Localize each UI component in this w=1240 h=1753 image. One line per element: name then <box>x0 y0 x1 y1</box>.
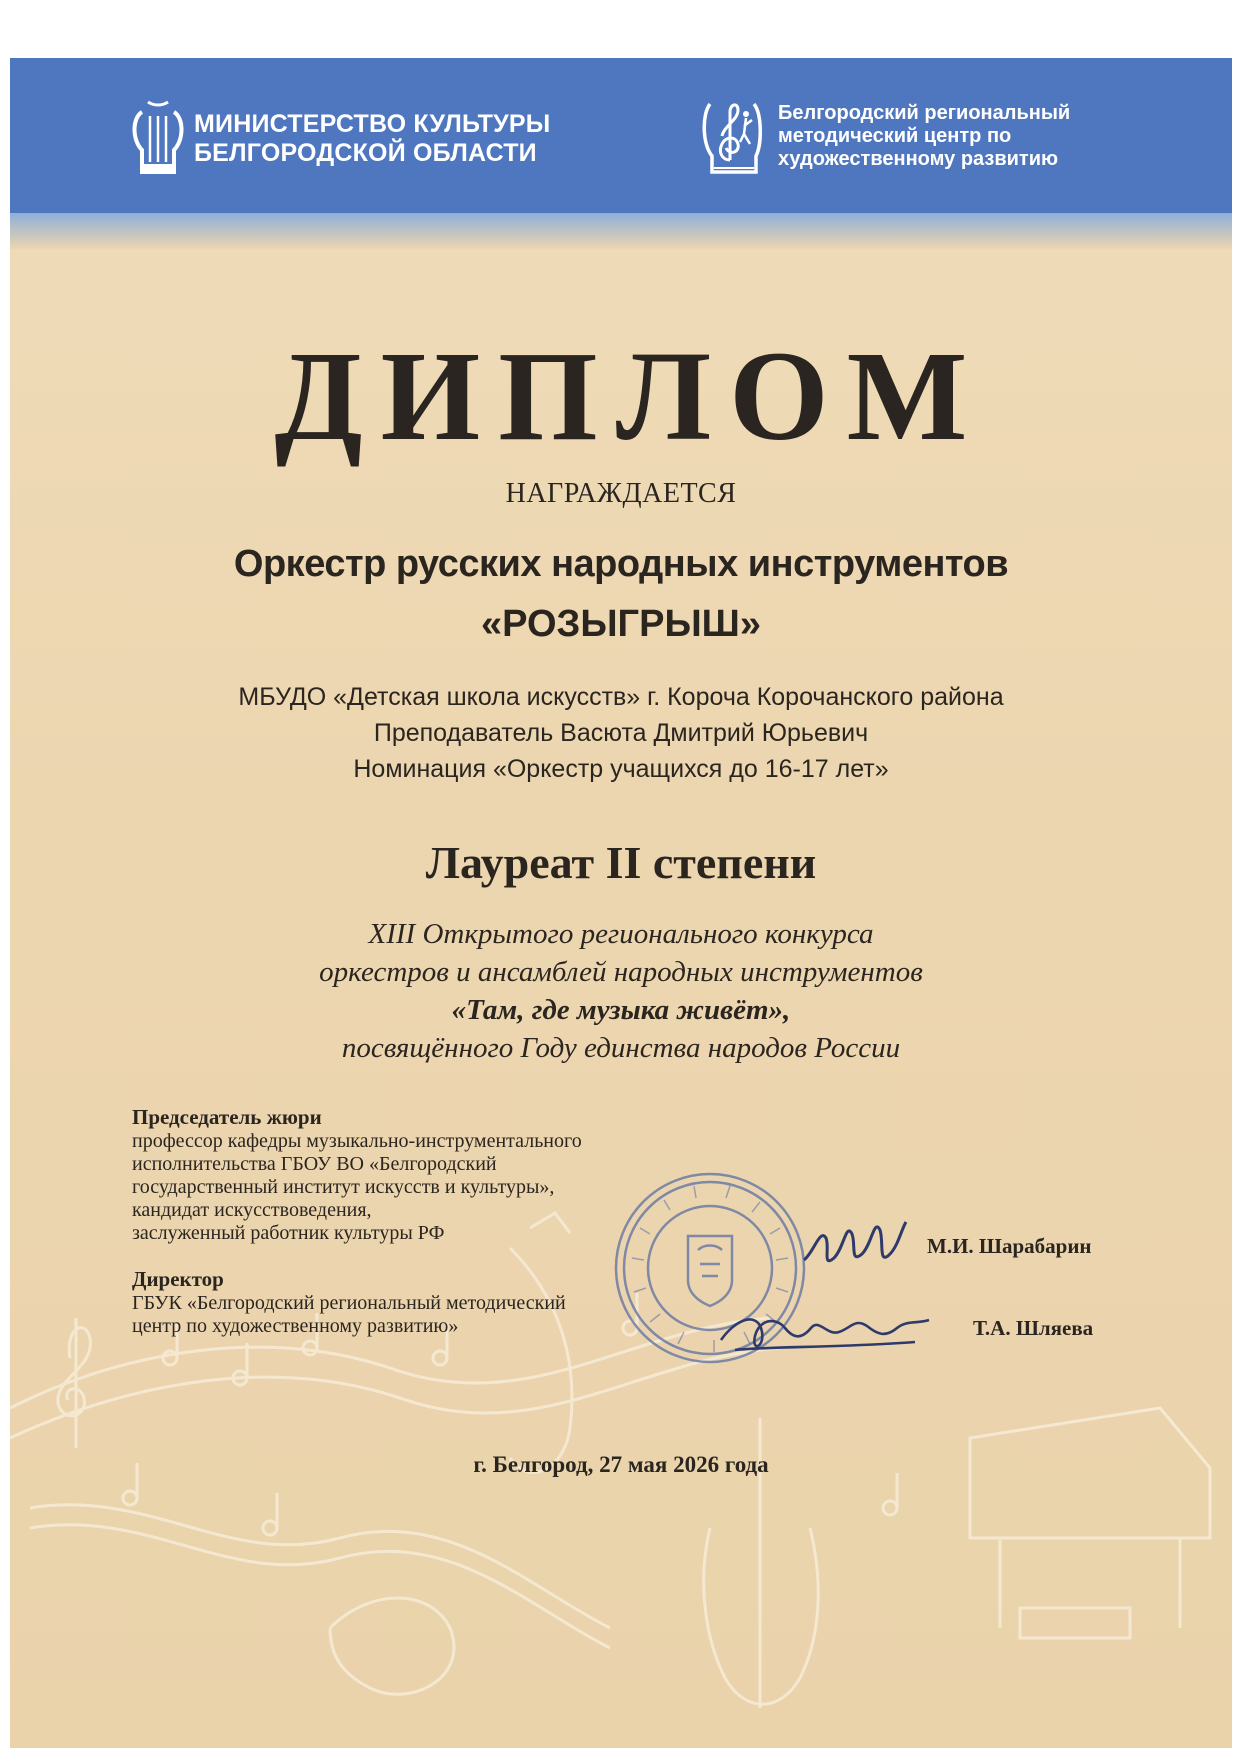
jury-chair-line5: заслуженный работник культуры РФ <box>132 1222 445 1244</box>
lyre-emblem-icon <box>128 96 188 182</box>
jury-chair-name: М.И. Шарабарин <box>927 1234 1092 1258</box>
place-and-date: г. Белгород, 27 мая 2026 года <box>473 1452 769 1477</box>
competition-line-2: оркестров и ансамблей народных инструментов <box>319 956 923 988</box>
center-name-line2: методический центр по <box>778 124 1012 147</box>
director-line1: ГБУК «Белгородский региональный методический <box>132 1292 566 1314</box>
ministry-logo <box>128 96 550 182</box>
jury-chair-signature <box>800 1208 910 1288</box>
recipient-name: Оркестр русских народных инструментов <box>233 543 1009 585</box>
competition-line-4: посвящённого Году единства народов России <box>341 1032 901 1064</box>
diploma-sheet <box>10 58 1232 1748</box>
banner-fade <box>10 213 1232 249</box>
awarded-label: НАГРАЖДАЕТСЯ <box>505 478 737 509</box>
director-name: Т.А. Шляева <box>973 1316 1094 1340</box>
center-name-line3: художественному развитию <box>778 147 1059 170</box>
jury-chair-block <box>132 1106 692 1245</box>
competition-line-1: XIII Открытого регионального конкурса <box>368 918 874 950</box>
director-block <box>132 1268 692 1338</box>
ministry-name-line2: БЕЛГОРОДСКОЙ ОБЛАСТИ <box>194 139 537 167</box>
diploma-title: ДИПЛОМ <box>274 325 986 467</box>
jury-chair-line2: исполнительства ГБОУ ВО «Белгородский <box>132 1153 497 1175</box>
jury-chair-line4: кандидат искусствоведения, <box>132 1199 372 1221</box>
competition-name: «Там, где музыка живёт», <box>451 994 791 1026</box>
center-logo <box>700 90 1070 182</box>
director-signature <box>715 1298 935 1368</box>
jury-chair-line1: профессор кафедры музыкально-инструментального <box>132 1130 582 1152</box>
director-line2: центр по художественному развитию» <box>132 1315 459 1337</box>
center-name-line1: Белгородский региональный <box>778 101 1071 124</box>
jury-chair-title: Председатель жюри <box>132 1105 322 1129</box>
teacher-line: Преподаватель Васюта Дмитрий Юрьевич <box>373 719 869 747</box>
treble-clef-dancer-icon <box>700 90 764 182</box>
director-title: Директор <box>132 1267 224 1291</box>
jury-chair-line3: государственный институт искусств и культуры», <box>132 1176 555 1198</box>
school-line: МБУДО «Детская школа искусств» г. Короча Корочанского района <box>238 683 1004 711</box>
nomination-line: Номинация «Оркестр учащихся до 16-17 лет» <box>353 755 889 783</box>
recipient-ensemble-name: «РОЗЫГРЫШ» <box>481 603 761 645</box>
ministry-name-line1: МИНИСТЕРСТВО КУЛЬТУРЫ <box>194 110 551 138</box>
laureate-degree: Лауреат II степени <box>425 837 817 888</box>
